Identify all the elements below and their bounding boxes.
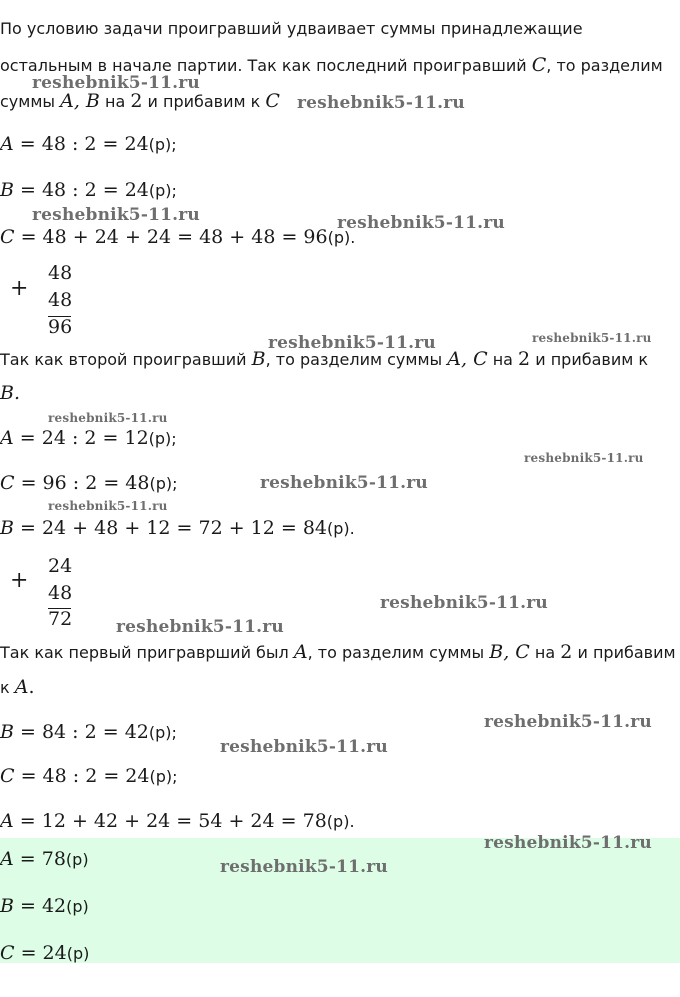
answer-b <box>0 895 89 918</box>
watermark: reshebnik5-11.ru <box>337 213 505 233</box>
eq-unit: (р); <box>149 474 178 493</box>
para3-text-a: Так как первый приграврший был <box>0 643 294 662</box>
eq-var: C <box>0 226 15 248</box>
para3-line-2 <box>0 676 35 699</box>
eq-expr: = 48 : 2 = 24 <box>13 179 149 201</box>
answer-c <box>0 942 89 965</box>
eq-expr: = 42 <box>13 895 67 917</box>
eq-var: B <box>0 895 14 917</box>
intro-vars-ab: A, B <box>60 90 100 112</box>
para3-var-a2: A <box>14 676 29 698</box>
intro-text-2b: , то разделим <box>546 56 663 75</box>
para2-var-b2: B. <box>0 382 21 404</box>
watermark: reshebnik5-11.ru <box>380 593 548 613</box>
eq-var: B <box>0 179 14 201</box>
intro-text-1: По условию задачи проигравший удваивает суммы принадлежащие <box>0 19 583 38</box>
intro-num-2: 2 <box>130 90 143 112</box>
para3-var-a: A <box>293 641 308 663</box>
para3-text-k: к <box>0 678 15 697</box>
step1-eq2 <box>0 179 177 202</box>
eq-expr: = 48 : 2 = 24 <box>13 133 149 155</box>
eq-var: C <box>0 472 15 494</box>
watermark: reshebnik5-11.ru <box>48 411 168 425</box>
para3-text-d: и прибавим <box>572 643 676 662</box>
answer-a <box>0 848 89 871</box>
eq-unit: (р); <box>148 723 177 742</box>
intro-line-3 <box>0 90 280 113</box>
addend-1: 24 <box>48 555 73 577</box>
eq-unit: (р). <box>326 812 355 831</box>
intro-text-3b: на <box>99 92 131 111</box>
plus-sign: + <box>10 276 29 301</box>
watermark: reshebnik5-11.ru <box>32 73 200 93</box>
intro-text-3a: суммы <box>0 92 61 111</box>
eq-unit: (р) <box>66 944 90 963</box>
eq-expr: = 78 <box>13 848 66 870</box>
eq-var: B <box>0 721 14 743</box>
eq-unit: (р); <box>148 429 177 448</box>
para3-num-2: 2 <box>560 641 573 663</box>
plus-sign: + <box>10 568 29 593</box>
para3-text-b: , то разделим суммы <box>307 643 490 662</box>
eq-var: C <box>0 765 15 787</box>
eq-var: A <box>0 810 14 832</box>
step2-eq2 <box>0 472 178 495</box>
intro-line-1 <box>0 18 583 40</box>
step2-eq1 <box>0 427 177 450</box>
eq-unit: (р). <box>327 519 355 538</box>
intro-text-2a: остальным в начале партии. Так как последний проигравший <box>0 56 532 75</box>
eq-unit: (р) <box>66 897 89 916</box>
watermark: reshebnik5-11.ru <box>116 617 284 637</box>
para3-line-1 <box>0 641 676 664</box>
para3-vars-bc: B, C <box>489 641 530 663</box>
step3-eq2 <box>0 765 178 788</box>
eq-unit: (р); <box>148 181 177 200</box>
addend-2: 48 <box>48 582 73 604</box>
para3-period: . <box>28 676 35 698</box>
eq-expr: = 24 <box>14 942 67 964</box>
eq-expr: = 48 + 24 + 24 = 48 + 48 = 96 <box>14 226 328 248</box>
intro-text-3c: и прибавим к <box>142 92 266 111</box>
watermark: reshebnik5-11.ru <box>220 737 388 757</box>
step2-eq3 <box>0 517 355 540</box>
eq-var: A <box>0 427 14 449</box>
para2-vars-ac: A, C <box>447 348 488 370</box>
eq-var: A <box>0 133 14 155</box>
watermark: reshebnik5-11.ru <box>484 833 652 853</box>
column-sum: 72 <box>48 608 73 630</box>
watermark: reshebnik5-11.ru <box>32 205 200 225</box>
watermark: reshebnik5-11.ru <box>532 331 652 345</box>
intro-var-c: C <box>531 54 547 76</box>
eq-var: A <box>0 848 14 870</box>
eq-expr: = 84 : 2 = 42 <box>13 721 149 743</box>
eq-unit: (р); <box>149 767 178 786</box>
para2-text-d: и прибавим к <box>530 350 649 369</box>
watermark: reshebnik5-11.ru <box>524 451 644 465</box>
eq-var: C <box>0 942 15 964</box>
para2-var-b: B <box>251 348 266 370</box>
step3-eq1 <box>0 721 177 744</box>
eq-expr: = 24 + 48 + 12 = 72 + 12 = 84 <box>13 517 328 539</box>
eq-unit: (р); <box>148 135 177 154</box>
para2-text-a: Так как второй проигравший <box>0 350 252 369</box>
step1-eq1 <box>0 133 177 156</box>
eq-expr: = 24 : 2 = 12 <box>13 427 149 449</box>
watermark: reshebnik5-11.ru <box>260 473 428 493</box>
para2-text-b: , то разделим суммы <box>265 350 448 369</box>
watermark: reshebnik5-11.ru <box>484 712 652 732</box>
eq-unit: (р) <box>65 850 89 869</box>
eq-expr: = 96 : 2 = 48 <box>14 472 150 494</box>
eq-unit: (р). <box>327 228 356 247</box>
eq-expr: = 12 + 42 + 24 = 54 + 24 = 78 <box>13 810 327 832</box>
para3-text-c: на <box>529 643 561 662</box>
column-sum: 96 <box>48 316 73 338</box>
addend-1: 48 <box>48 262 73 284</box>
watermark: reshebnik5-11.ru <box>48 499 168 513</box>
intro-var-c2: C <box>265 90 280 112</box>
watermark: reshebnik5-11.ru <box>268 333 436 353</box>
addend-2: 48 <box>48 289 73 311</box>
para2-text-c: на <box>487 350 519 369</box>
para2-num-2: 2 <box>518 348 531 370</box>
watermark: reshebnik5-11.ru <box>220 857 388 877</box>
eq-var: B <box>0 517 14 539</box>
step1-eq3 <box>0 226 355 249</box>
step3-eq3 <box>0 810 355 833</box>
eq-expr: = 48 : 2 = 24 <box>14 765 150 787</box>
watermark: reshebnik5-11.ru <box>297 93 465 113</box>
para2-line-2 <box>0 382 20 405</box>
